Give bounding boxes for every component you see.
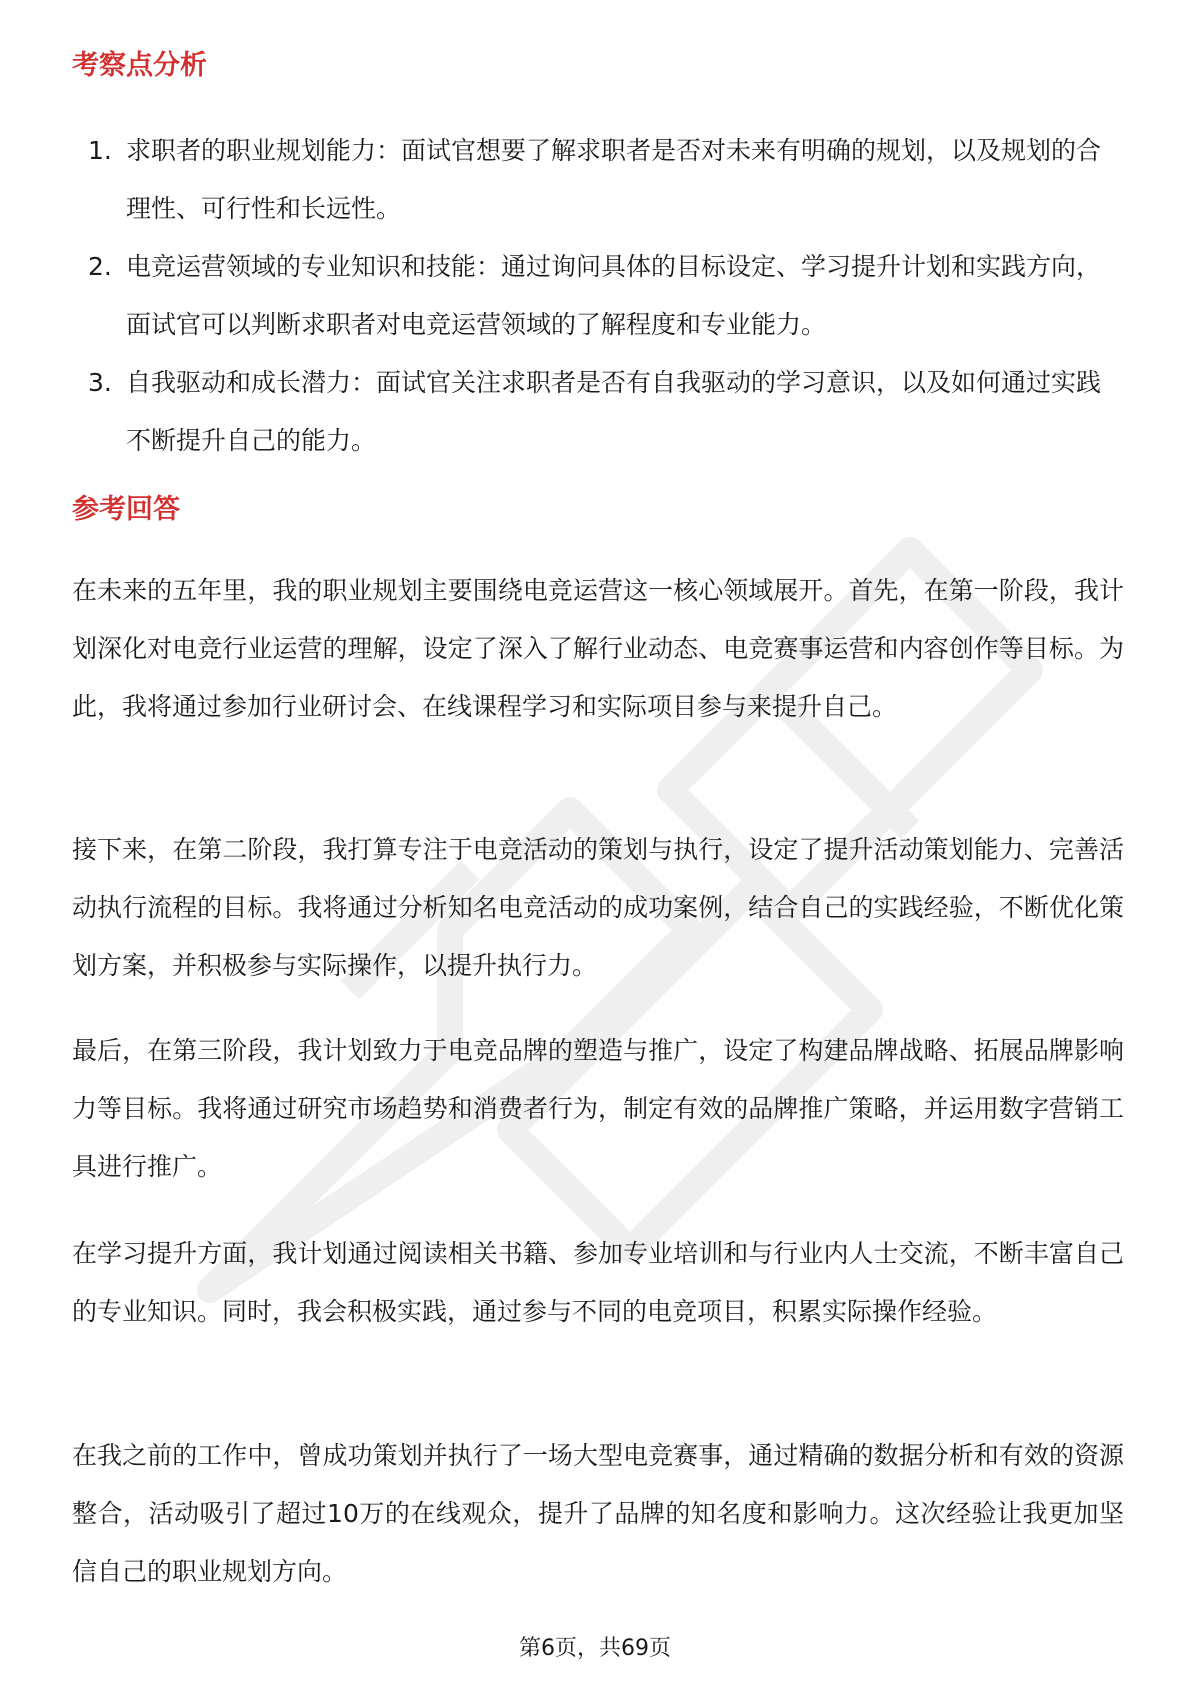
list-item-text: 求职者的职业规划能力：面试官想要了解求职者是否对未来有明确的规划，以及规划的合理性、可行性和长远性。	[126, 136, 1102, 223]
answer-heading: 参考回答	[72, 494, 180, 525]
list-item	[72, 122, 1122, 238]
analysis-list	[72, 122, 1122, 470]
list-item-number: 1.	[88, 136, 112, 165]
list-item	[72, 238, 1122, 354]
answer-paragraph: 在学习提升方面，我计划通过阅读相关书籍、参加专业培训和与行业内人士交流，不断丰富自己的专业知识。同时，我会积极实践，通过参与不同的电竞项目，积累实际操作经验。	[72, 1239, 1124, 1326]
list-item-number: 2.	[88, 252, 112, 281]
list-item-number: 3.	[88, 368, 112, 397]
list-item-text: 自我驱动和成长潜力：面试官关注求职者是否有自我驱动的学习意识，以及如何通过实践不断提升自己的能力。	[126, 368, 1102, 455]
analysis-heading: 考察点分析	[72, 50, 207, 81]
list-item	[72, 354, 1122, 470]
list-item-text: 电竞运营领域的专业知识和技能：通过询问具体的目标设定、学习提升计划和实践方向，面试官可以判断求职者对电竞运营领域的了解程度和专业能力。	[126, 252, 1102, 339]
answer-paragraph: 在我之前的工作中，曾成功策划并执行了一场大型电竞赛事，通过精确的数据分析和有效的资源整合，活动吸引了超过10万的在线观众，提升了品牌的知名度和影响力。这次经验让我更加坚信自己的职业规划方向。	[72, 1441, 1124, 1586]
answer-paragraph: 最后，在第三阶段，我计划致力于电竞品牌的塑造与推广，设定了构建品牌战略、拓展品牌影响力等目标。我将通过研究市场趋势和消费者行为，制定有效的品牌推广策略，并运用数字营销工具进行推广。	[72, 1036, 1124, 1181]
answer-paragraph: 在未来的五年里，我的职业规划主要围绕电竞运营这一核心领域展开。首先，在第一阶段，我计划深化对电竞行业运营的理解，设定了深入了解行业动态、电竞赛事运营和内容创作等目标。为此，我将通过参加行业研讨会、在线课程学习和实际项目参与来提升自己。	[72, 576, 1124, 721]
answer-paragraph: 接下来，在第二阶段，我打算专注于电竞活动的策划与执行，设定了提升活动策划能力、完善活动执行流程的目标。我将通过分析知名电竞活动的成功案例，结合自己的实践经验，不断优化策划方案，并积极参与实际操作，以提升执行力。	[72, 835, 1124, 980]
page-number: 第6页，共69页	[519, 1636, 671, 1661]
